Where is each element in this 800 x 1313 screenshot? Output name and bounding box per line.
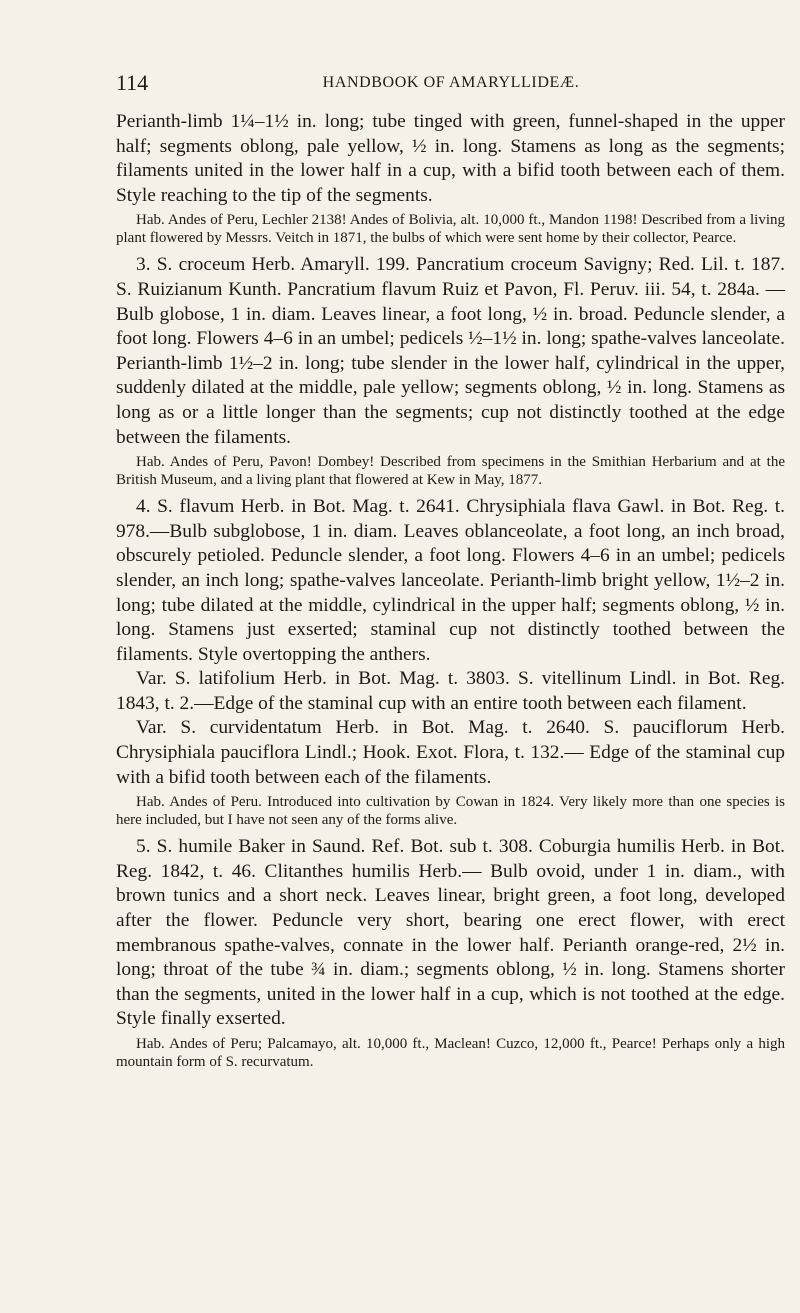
habitat-note: Hab. Andes of Peru, Pavon! Dombey! Described from specimens in the Smithian Herbarium and at the British Museum, and a living plant that flowered at Kew in May, 1877. xyxy=(116,454,785,488)
habitat-note: Hab. Andes of Peru, Lechler 2138! Andes of Bolivia, alt. 10,000 ft., Mandon 1198! Described from a living plant flowered by Messrs. Veitch in 1871, the bulbs of which were sent home by their collector, Pearce. xyxy=(116,212,785,246)
habitat-note: Hab. Andes of Peru. Introduced into cultivation by Cowan in 1824. Very likely more than one species is here included, but I have not seen any of the forms alive. xyxy=(116,794,785,828)
page-header xyxy=(116,70,786,96)
variety-entry-latifolium: Var. S. latifolium Herb. in Bot. Mag. t. 3803. S. vitellinum Lindl. in Bot. Reg. 1843, t. 2.—Edge of the staminal cup with an entire tooth between each filament. xyxy=(116,668,785,714)
species-entry-flavum: 4. S. flavum Herb. in Bot. Mag. t. 2641. Chrysiphiala flava Gawl. in Bot. Reg. t. 978.—Bulb subglobose, 1 in. diam. Leaves oblanceolate, a foot long, an inch broad, obscurely petioled. Peduncle slender, a foot long. Flowers 4–6 in an umbel; pedicels slender, an inch long; spathe-valves lanceolate. Perianth-limb bright yellow, 1½–2 in. long; tube dilated at the middle, cylindrical in the upper half; segments oblong, ½ in. long. Stamens just exserted; staminal cup not distinctly toothed between the filaments. Style overtopping the anthers. xyxy=(116,496,785,665)
species-entry-croceum: 3. S. croceum Herb. Amaryll. 199. Pancratium croceum Savigny; Red. Lil. t. 187. S. Ruizianum Kunth. Pancratium flavum Ruiz et Pavon, Fl. Peruv. iii. 54, t. 284a. — Bulb globose, 1 in. diam. Leaves linear, a foot long, ½ in. broad. Peduncle slender, a foot long. Flowers 4–6 in an umbel; pedicels ½–1½ in. long; spathe-valves lanceolate. Perianth-limb 1½–2 in. long; tube slender in the lower half, cylindrical in the upper, suddenly dilated at the middle, pale yellow; segments oblong, ½ in. long. Stamens as long as or a little longer than the segments; cup not distinctly toothed at the edge between the filaments. xyxy=(116,254,785,448)
habitat-note: Hab. Andes of Peru; Palcamayo, alt. 10,000 ft., Maclean! Cuzco, 12,000 ft., Pearce! Perhaps only a high mountain form of S. recurvatum. xyxy=(116,1036,785,1070)
page-body xyxy=(116,110,785,1077)
running-head: HANDBOOK OF AMARYLLIDEÆ. xyxy=(322,74,580,91)
variety-entry-curvidentatum: Var. S. curvidentatum Herb. in Bot. Mag. t. 2640. S. pauciflorum Herb. Chrysiphiala pauciflora Lindl.; Hook. Exot. Flora, t. 132.— Edge of the staminal cup with a bifid tooth between each of the filaments. xyxy=(116,717,785,788)
description-paragraph: Perianth-limb 1¼–1½ in. long; tube tinged with green, funnel-shaped in the upper half; segments oblong, pale yellow, ½ in. long. Stamens as long as the segments; filaments united in the lower half in a cup, with a bifid tooth between each of them. Style reaching to the tip of the segments. xyxy=(116,111,785,206)
page-number: 114 xyxy=(116,70,149,95)
species-entry-humile: 5. S. humile Baker in Saund. Ref. Bot. sub t. 308. Coburgia humilis Herb. in Bot. Reg. 1842, t. 46. Clitanthes humilis Herb.— Bulb ovoid, under 1 in. diam., with brown tunics and a short neck. Leaves linear, bright green, a foot long, developed after the flower. Peduncle very short, bearing one erect flower, with erect membranous spathe-valves, connate in the lower half. Perianth orange-red, 2½ in. long; throat of the tube ¾ in. diam.; segments oblong, ½ in. long. Stamens shorter than the segments, united in the lower half in a cup, which is not toothed at the edge. Style finally exserted. xyxy=(116,836,785,1030)
